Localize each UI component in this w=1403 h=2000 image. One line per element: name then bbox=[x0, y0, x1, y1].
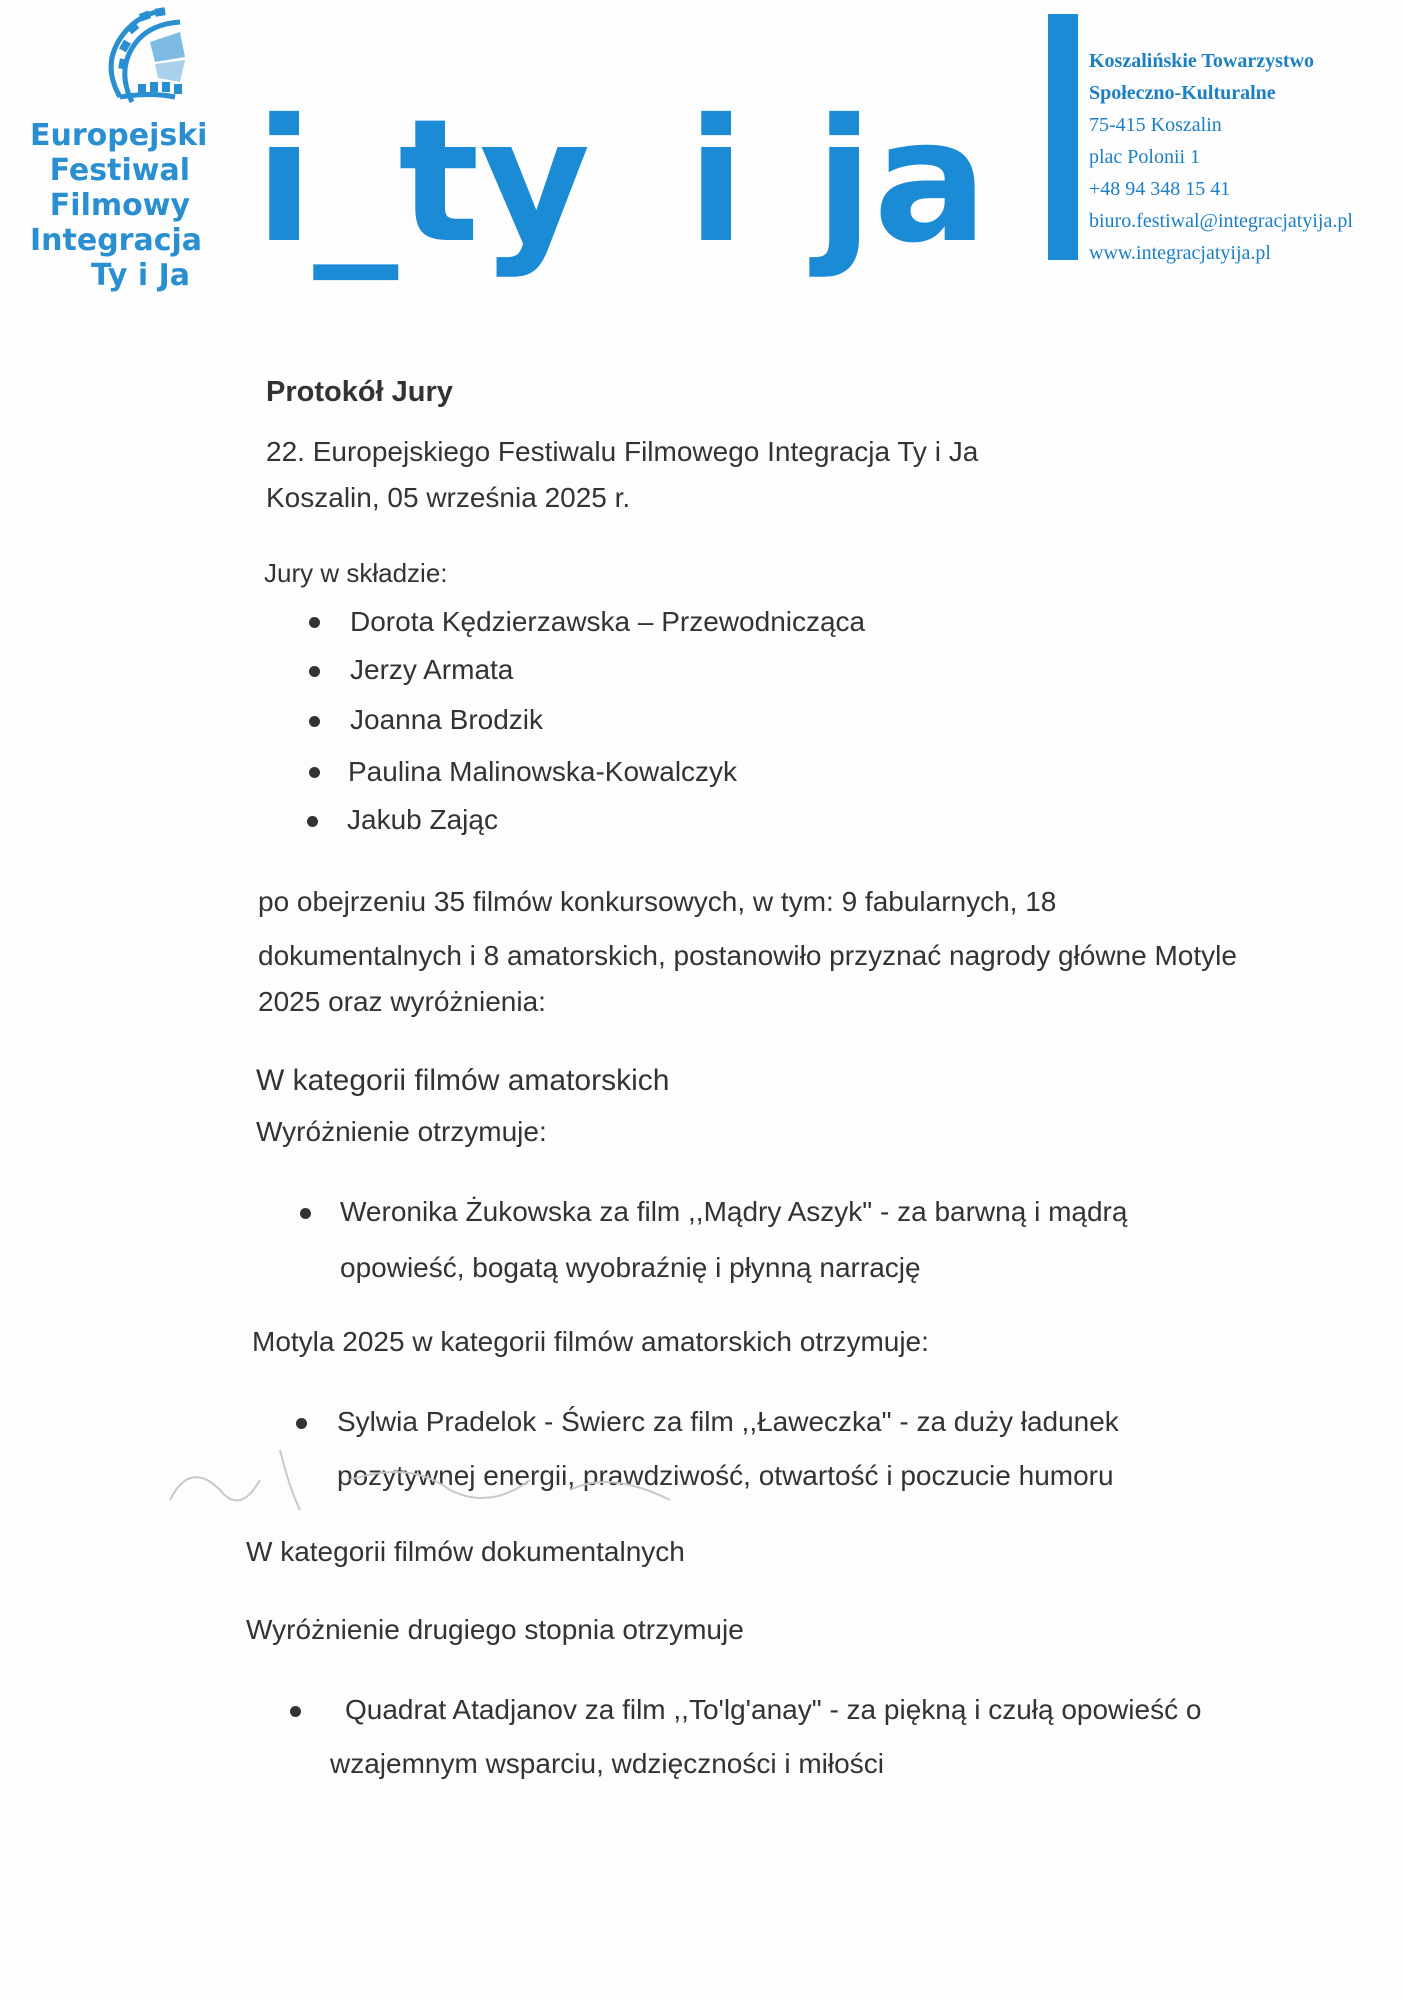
organization-website: www.integracjatyija.pl bbox=[1089, 242, 1271, 264]
organization-name: Społeczno-Kulturalne bbox=[1089, 82, 1276, 104]
summary-line: 2025 oraz wyróżnienia: bbox=[258, 986, 546, 1017]
summary-line: po obejrzeniu 35 filmów konkursowych, w tym: 9 fabularnych, 18 bbox=[258, 886, 1057, 917]
jury-member: Jakub Zając bbox=[347, 804, 498, 835]
brand-accent-bar bbox=[1048, 14, 1078, 260]
award-entry-line: opowieść, bogatą wyobraźnię i płynną narrację bbox=[340, 1252, 921, 1283]
ty-i-ja-wordmark-logo bbox=[255, 100, 995, 300]
organization-contact-block bbox=[1089, 45, 1399, 269]
bullet-icon bbox=[309, 666, 320, 677]
amateur-category-heading: W kategorii filmów amatorskich bbox=[256, 1064, 670, 1097]
festival-name-line: Integracja bbox=[30, 223, 203, 258]
festival-name-line: Festiwal bbox=[49, 153, 190, 188]
bullet-icon bbox=[300, 1208, 311, 1219]
bullet-icon bbox=[309, 767, 320, 778]
jury-member: Jerzy Armata bbox=[350, 654, 514, 685]
festival-name-line: Europejski bbox=[30, 118, 208, 153]
organization-street: plac Polonii 1 bbox=[1089, 146, 1201, 168]
award-entry-line: Sylwia Pradelok - Świerc za film ,,Ławeczka" - za duży ładunek bbox=[337, 1406, 1119, 1437]
award-entry-line: wzajemnym wsparciu, wdzięczności i miłości bbox=[330, 1748, 884, 1779]
signature-scribble bbox=[150, 1420, 710, 1530]
document-subtitle: 22. Europejskiego Festiwalu Filmowego Integracja Ty i Ja bbox=[266, 436, 979, 467]
award-entry-line: Weronika Żukowska za film ,,Mądry Aszyk" - za barwną i mądrą bbox=[340, 1196, 1128, 1227]
second-degree-distinction-label: Wyróżnienie drugiego stopnia otrzymuje bbox=[246, 1614, 744, 1645]
award-entry-line: pozytywnej energii, prawdziwość, otwartość i poczucie humoru bbox=[337, 1460, 1114, 1491]
motyl-award-label: Motyla 2025 w kategorii filmów amatorskich otrzymuje: bbox=[252, 1326, 929, 1357]
place-date: Koszalin, 05 września 2025 r. bbox=[266, 482, 631, 513]
distinction-label: Wyróżnienie otrzymuje: bbox=[256, 1116, 547, 1147]
jury-member: Paulina Malinowska-Kowalczyk bbox=[348, 756, 738, 787]
festival-name-line: Ty i Ja bbox=[90, 258, 190, 293]
organization-postal: 75-415 Koszalin bbox=[1089, 114, 1222, 136]
summary-line: dokumentalnych i 8 amatorskich, postanowiło przyznać nagrody główne Motyle bbox=[258, 940, 1237, 971]
wordmark-part: i bbox=[687, 100, 746, 281]
award-entry-line: Quadrat Atadjanov za film ,,To'lg'anay" - za piękną i czułą opowieść o bbox=[345, 1694, 1202, 1725]
document-title: Protokół Jury bbox=[266, 376, 453, 408]
festival-butterfly-film-icon bbox=[80, 2, 200, 112]
jury-intro: Jury w składzie: bbox=[264, 558, 448, 588]
bullet-icon bbox=[307, 816, 318, 827]
bullet-icon bbox=[309, 617, 320, 628]
documentary-category-heading: W kategorii filmów dokumentalnych bbox=[246, 1536, 685, 1567]
bullet-icon bbox=[290, 1706, 301, 1717]
organization-phone: +48 94 348 15 41 bbox=[1089, 178, 1231, 200]
festival-name-logo bbox=[30, 118, 208, 293]
wordmark-part: i_ty bbox=[255, 100, 591, 281]
organization-email: biuro.festiwal@integracjatyija.pl bbox=[1089, 210, 1353, 232]
jury-member: Dorota Kędzierzawska – Przewodnicząca bbox=[350, 606, 866, 637]
bullet-icon bbox=[309, 716, 320, 727]
jury-member: Joanna Brodzik bbox=[350, 704, 544, 735]
festival-name-line: Filmowy bbox=[49, 188, 190, 223]
wordmark-part: ja bbox=[815, 100, 988, 281]
organization-name: Koszalińskie Towarzystwo bbox=[1089, 50, 1315, 72]
